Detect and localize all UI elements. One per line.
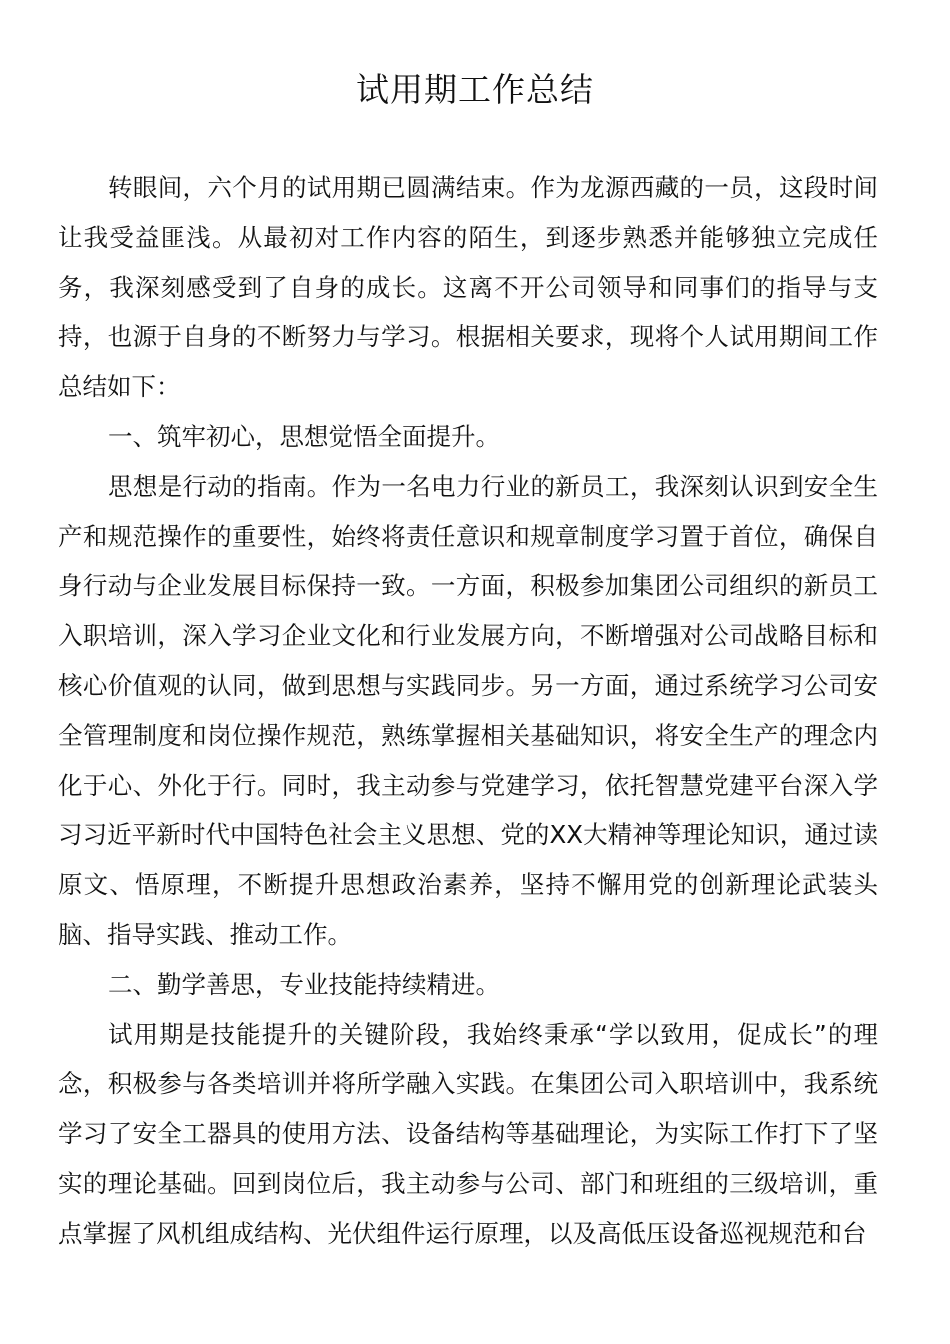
document-body [58, 163, 878, 1259]
section-1-paragraph: 思想是行动的指南。作为一名电力行业的新员工，我深刻认识到安全生产和规范操作的重要性，始终将责任意识和规章制度学习置于首位，确保自身行动与企业发展目标保持一致。一方面，积极参加集团公司组织的新员工入职培训，深入学习企业文化和行业发展方向，不断增强对公司战略目标和核心价值观的认同，做到思想与实践同步。另一方面，通过系统学习公司安全管理制度和岗位操作规范，熟练掌握相关基础知识，将安全生产的理念内化于心、外化于行。同时，我主动参与党建学习，依托智慧党建平台深入学习习近平新时代中国特色社会主义思想、党的XX大精神等理论知识，通过读原文、悟原理，不断提升思想政治素养，坚持不懈用党的创新理论武装头脑、指导实践、推动工作。 [58, 471, 878, 949]
document-title: 试用期工作总结 [356, 70, 594, 109]
intro-paragraph: 转眼间，六个月的试用期已圆满结束。作为龙源西藏的一员，这段时间让我受益匪浅。从最初对工作内容的陌生，到逐步熟悉并能够独立完成任务，我深刻感受到了自身的成长。这离不开公司领导和同事们的指导与支持，也源于自身的不断努力与学习。根据相关要求，现将个人试用期间工作总结如下： [58, 173, 878, 402]
section-heading-2: 二、勤学善思，专业技能持续精进。 [108, 969, 500, 999]
section-heading-1: 一、筑牢初心，思想觉悟全面提升。 [108, 421, 500, 451]
section-2-paragraph: 试用期是技能提升的关键阶段，我始终秉承“学以致用，促成长”的理念，积极参与各类培训并将所学融入实践。在集团公司入职培训中，我系统学习了安全工器具的使用方法、设备结构等基础理论，为实际工作打下了坚实的理论基础。回到岗位后，我主动参与公司、部门和班组的三级培训，重点掌握了风机组成结构、光伏组件运行原理，以及高低压设备巡视规范和台 [58, 1019, 878, 1248]
